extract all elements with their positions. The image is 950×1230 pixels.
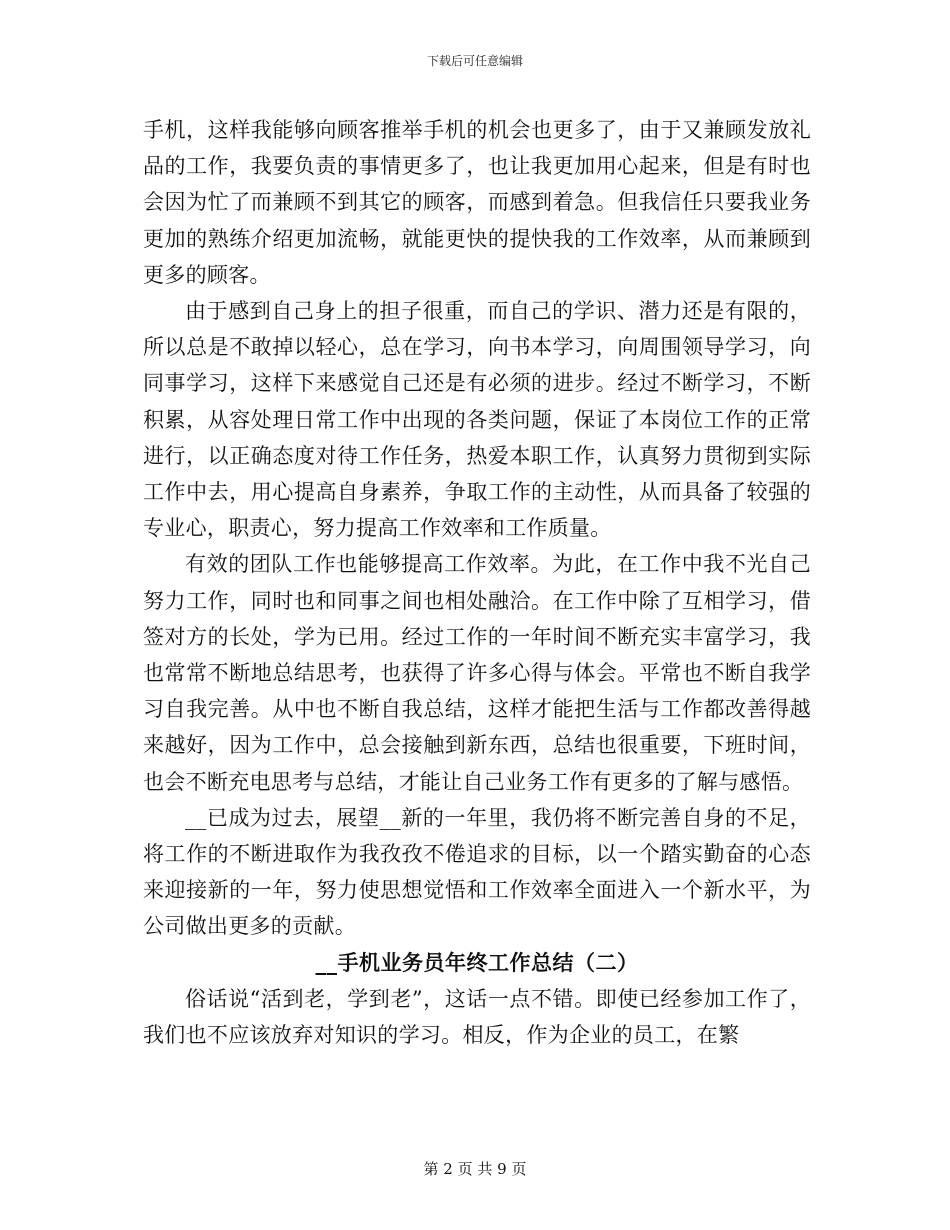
paragraph: 有效的团队工作也能够提高工作效率。为此，在工作中我不光自己努力工作，同时也和同事之间也相处融洽。在工作中除了互相学习，借签对方的长处，学为已用。经过工作的一年时间不断充实丰富学习，我也常常不断地总结思考，也获得了许多心得与体会。平常也不断自我学习自我完善。从中也不断自我总结，这样才能把生活与工作都改善得越来越好，因为工作中，总会接触到新东西，总结也很重要，下班时间，也会不断充电思考与总结，才能让自己业务工作有更多的了解与感悟。 xyxy=(143,552,811,794)
paragraph: 俗话说“活到老，学到老”，这话一点不错。即使已经参加工作了，我们也不应该放弃对知识的学习。相反，作为企业的员工，在繁 xyxy=(143,986,811,1048)
document-body xyxy=(143,112,811,1053)
paragraph: __已成为过去，展望__新的一年里，我仍将不断完善自身的不足，将工作的不断进取作为我孜孜不倦追求的目标，以一个踏实勤奋的心态来迎接新的一年，努力使思想觉悟和工作效率全面进入一个新水平，为公司做出更多的贡献。 xyxy=(143,805,811,939)
section-title: __手机业务员年终工作总结（二） xyxy=(315,949,639,975)
paragraph-continued: 手机，这样我能够向顾客推举手机的机会也更多了，由于又兼顾发放礼品的工作，我要负责的事情更多了，也让我更加用心起来，但是有时也会因为忙了而兼顾不到其它的顾客，而感到着急。但我信任只要我业务更加的熟练介绍更加流畅，就能更快的提快我的工作效率，从而兼顾到更多的顾客。 xyxy=(143,118,811,287)
page-header: 下载后可任意编辑 xyxy=(426,54,523,68)
page-footer: 第 2 页 共 9 页 xyxy=(423,1160,527,1178)
paragraph: 由于感到自己身上的担子很重，而自己的学识、潜力还是有限的，所以总是不敢掉以轻心，总在学习，向书本学习，向周围领导学习，向同事学习，这样下来感觉自己还是有必须的进步。经过不断学习，不断积累，从容处理日常工作中出现的各类问题，保证了本岗位工作的正常进行，以正确态度对待工作任务，热爱本职工作，认真努力贯彻到实际工作中去，用心提高自身素养，争取工作的主动性，从而具备了较强的专业心，职责心，努力提高工作效率和工作质量。 xyxy=(143,299,811,541)
